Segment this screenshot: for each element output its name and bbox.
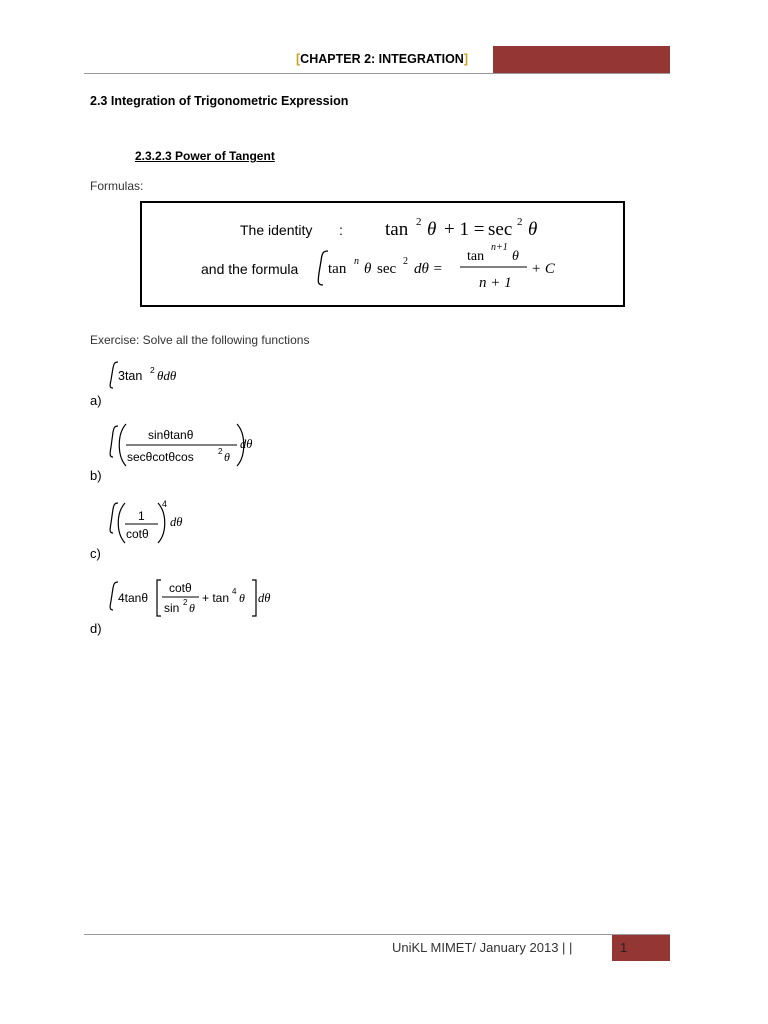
svg-text:cotθ: cotθ bbox=[126, 527, 149, 541]
svg-text:sin: sin bbox=[164, 601, 180, 615]
svg-text:dθ: dθ bbox=[170, 515, 183, 529]
formula-sec-exp: 2 bbox=[403, 256, 408, 267]
svg-text:θdθ: θdθ bbox=[157, 368, 177, 383]
svg-text:θ: θ bbox=[189, 601, 195, 615]
exercise-b-label: b) bbox=[90, 468, 102, 483]
svg-text:2: 2 bbox=[218, 447, 223, 456]
footer-divider bbox=[84, 934, 670, 935]
exercise-d-label: d) bbox=[90, 621, 102, 636]
exercise-d-expression bbox=[104, 576, 294, 622]
formula-box-content bbox=[142, 203, 623, 305]
integral-sign bbox=[110, 362, 118, 388]
chapter-header: [CHAPTER 2: INTEGRATION] bbox=[296, 52, 469, 66]
page-number: 1 bbox=[620, 940, 628, 955]
svg-text:4: 4 bbox=[162, 499, 168, 509]
fraction-num-tan: tan bbox=[467, 249, 485, 264]
svg-text:1: 1 bbox=[138, 509, 145, 523]
identity-tan: tan bbox=[385, 219, 409, 240]
subsection-title: 2.3.2.3 Power of Tangent bbox=[135, 149, 275, 163]
svg-text:dθ: dθ bbox=[240, 437, 253, 451]
integral-sign bbox=[110, 582, 118, 610]
svg-text:2: 2 bbox=[150, 365, 155, 375]
svg-text:θ: θ bbox=[224, 450, 230, 464]
fraction-denominator: n + 1 bbox=[479, 275, 512, 291]
integral-sign bbox=[110, 503, 118, 533]
integral-sign bbox=[318, 251, 328, 285]
formula-label: and the formula bbox=[201, 261, 299, 277]
formula-tan-exp: n bbox=[354, 256, 359, 267]
svg-text:4: 4 bbox=[232, 587, 237, 596]
exercise-a-label: a) bbox=[90, 393, 102, 408]
identity-tan-exp: 2 bbox=[416, 216, 422, 228]
left-bracket bbox=[157, 580, 161, 616]
header-divider bbox=[84, 73, 670, 74]
formula-plus-c: + C bbox=[531, 261, 555, 277]
identity-plus-one: + 1 = bbox=[444, 219, 485, 240]
exercise-label: Exercise: Solve all the following functions bbox=[90, 333, 310, 347]
footer-text: UniKL MIMET/ January 2013 | | bbox=[392, 940, 573, 955]
identity-sec-exp: 2 bbox=[517, 216, 523, 228]
formula-dtheta: dθ = bbox=[414, 261, 443, 277]
exercise-c-expression bbox=[104, 495, 204, 547]
exercise-b-expression bbox=[104, 420, 274, 474]
integral-sign bbox=[110, 426, 118, 457]
svg-text:2: 2 bbox=[183, 598, 188, 607]
identity-theta-2: θ bbox=[528, 219, 538, 240]
fraction-num-exp: n+1 bbox=[491, 242, 508, 253]
exercise-c-label: c) bbox=[90, 546, 101, 561]
formula-sec: sec bbox=[377, 261, 397, 277]
right-paren bbox=[158, 503, 165, 543]
identity-theta: θ bbox=[427, 219, 437, 240]
svg-text:cotθ: cotθ bbox=[169, 581, 192, 595]
exercise-a-expression bbox=[104, 358, 224, 394]
identity-label: The identity bbox=[240, 222, 313, 238]
svg-text:dθ: dθ bbox=[258, 591, 271, 605]
left-paren bbox=[119, 424, 126, 466]
formulas-label: Formulas: bbox=[90, 179, 144, 193]
identity-sec: sec bbox=[488, 219, 513, 240]
formula-tan: tan bbox=[328, 261, 347, 277]
right-bracket bbox=[252, 580, 256, 616]
svg-text:3tan: 3tan bbox=[118, 369, 143, 383]
fraction-num-theta: θ bbox=[512, 249, 519, 264]
left-paren bbox=[118, 503, 125, 543]
svg-text:4tanθ: 4tanθ bbox=[118, 591, 149, 605]
section-title: 2.3 Integration of Trigonometric Expression bbox=[90, 94, 349, 108]
svg-text:sinθtanθ: sinθtanθ bbox=[148, 428, 194, 442]
svg-text:θ: θ bbox=[239, 591, 245, 605]
identity-colon: : bbox=[339, 222, 343, 238]
svg-text:+ tan: + tan bbox=[202, 591, 230, 605]
chapter-title: CHAPTER 2: INTEGRATION bbox=[300, 52, 464, 66]
header-accent-block bbox=[493, 46, 670, 73]
formula-box bbox=[140, 201, 625, 307]
formula-theta: θ bbox=[364, 261, 372, 277]
svg-text:secθcotθcos: secθcotθcos bbox=[127, 450, 194, 464]
